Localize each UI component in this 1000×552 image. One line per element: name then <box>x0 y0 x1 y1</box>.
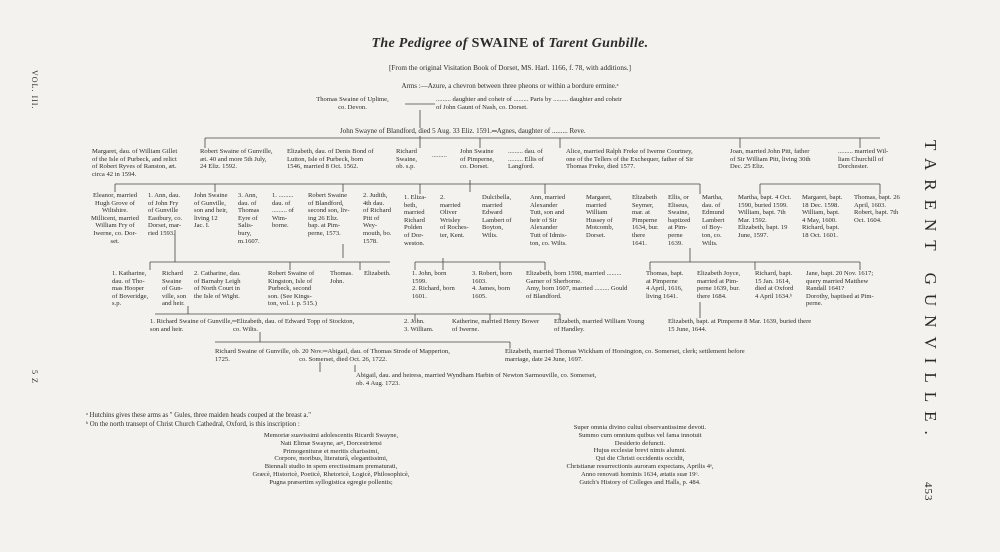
john-richard-sons: 1. John, born 1599. 2. Richard, born 1601. <box>412 270 455 300</box>
ann-eyre: 3. Ann, dau. of Thomas Eyre of Salis- bury, m.1607. <box>238 192 260 245</box>
richard-oxford: Richard, bapt. 15 Jan. 1614, died at Oxford 4 April 1634.ᵇ <box>755 270 794 300</box>
volume-label: VOL. III. <box>30 70 39 110</box>
ann-fry: 1. Ann, dau. of John Fry of Gunville Eastbury, co. Dorset, mar- ried 1593. <box>148 192 183 237</box>
richard-swaine: Richard Swaine, ob. s.p. <box>396 148 418 171</box>
ann-tutt: Ann, married Alexander Tutt, son and heir of Sir Alexander Tutt of Idmis- ton, co. Wilts. <box>530 194 567 247</box>
wrisley-marriage: 2. married Oliver Wrisley of Roches- ter, Kent. <box>440 194 469 239</box>
margaret-william-richard: Margaret, bapt. 18 Dec. 1598. William, bapt. 4 May, 1600. Richard, bapt. 18 Oct. 1601. <box>802 194 843 239</box>
side-title: TARENT GUNVILLE. <box>921 140 940 444</box>
ellis-swaine: Ellis, or Eliseus, Swaine, baptized at Pim- perne 1639. <box>668 194 691 247</box>
richard-swaine-strode: Richard Swaine of Gunville, ob. 20 Nov.═Abigail, dau. of Thomas Strode of Mapperton, 1725. co. Somerset, died Oct. 26, 1722. <box>215 348 450 363</box>
elizabeth-child: Elizabeth. <box>364 270 391 277</box>
elizabeth-bond: Elizabeth, dau. of Denis Bond of Lutton, Isle of Purbeck, born 1546, married 8 Oct. 1562. <box>287 148 374 171</box>
robert-swaine-gunville: Robert Swaine of Gunville, æt. 40 and more 5th July, 24 Eliz. 1592. <box>200 148 273 171</box>
catharine-leigh: 2. Catharine, dau. of Barnaby Leigh of North Court in the Isle of Wight. <box>194 270 241 300</box>
thomas-john: Thomas. John. <box>330 270 353 285</box>
elizabeth-seymer: Elizabeth Seymer, mar. at Pimperne 1634, bur. there 1641. <box>632 194 659 247</box>
page-number: 453 <box>922 482 934 502</box>
first-wife-wimborne: 1. ......... dau. of ......... of Wim- borne. <box>272 192 294 230</box>
robert-swaine-blandford: Robert Swaine of Blandford, second son, liv- ing 26 Eliz. bap. at Pim- perne, 1573. <box>308 192 350 237</box>
thomas-pimperne: Thomas, bapt. at Pimperne 4 April, 1616, living 1641. <box>646 270 684 300</box>
joan-pitt: Joan, married John Pitt, father of Sir William Pitt, living 30th Dec. 25 Eliz. <box>730 148 811 171</box>
john-william: 2. John. 3. William. <box>404 318 434 333</box>
john-swaine-pimperne: John Swaine of Pimperne, co. Dorset. <box>460 148 495 171</box>
robert-swaine-kingston: Robert Swaine of Kingston, Isle of Purbeck, second son. (See Kings- ton, vol. i. p. 515.) <box>268 270 317 308</box>
elizabeth-1639: Elizabeth, bapt. at Pimperne 8 Mar. 1639, buried there 15 June, 1644. <box>668 318 812 333</box>
martha-lambert: Martha, dau. of Edmund Lambert of Boy- ton, co. Wilts. <box>702 194 725 247</box>
thomas-swaine-uplime: Thomas Swaine of Uplime, co. Devon. <box>316 96 389 111</box>
elizabeth-wickham: Elizabeth, married Thomas Wickham of Horsington, co. Somerset, clerk; settlement before marriage, date 24 June, 1697. <box>505 348 745 363</box>
margaret-gillet: Margaret, dau. of William Gillet of the Isle of Purbeck, and relict of Robert Ryves of Ranston, æt. circa 42 in 1594. <box>92 148 178 178</box>
richard-wife: ......... <box>432 152 447 159</box>
dulcibella-lambert: Dulcibella, married Edward Lambert of Boyton, Wilts. <box>482 194 512 239</box>
eleanor-millicent: Eleanor, married Hugh Grove of Wiltshire. Millicent, married William Fry of Iwerne, co. Dor- set. <box>91 192 139 245</box>
inscription-right: Super omnia divino cultui observantissime devoti. Summo cum omnium quibus vel fama innotuit Desiderio defuncti. Hujus ecclesiæ brevi nimis alumni. Qui die Christi occidentis occidit, Christianæ resurrectionis auroram expectans, Aprilis 4ᵒ, Anno renovati hominis 1634, ætatis suæ 19ᵒ. Gutch's History of Colleges and Halls, p. 484. <box>566 424 714 486</box>
inscription-left: Memoriæ suavissimi adolescentis Ricardi Swayne, Nati Elimæ Swayne, arᵍ, Dorcestriensi Primogenituræ et meritis charissimi, Corpore, moribus, literaturâ, elegantissimi, Biennali studio in spem erectissimam prematurati, Græcè, Historicè, Poeticè, Rhetoricè, Logicè, Philosophicè, Pugna præsertim syllogistica egregie pollentis; <box>252 432 410 486</box>
paris-daughter: ......... daughter and coheir of ......... Paris by ......... daughter and coheir of John Gaunt of Nash, co. Dorset. <box>436 96 623 111</box>
elizabeth-young: Elizabeth, married William Young of Handley. <box>554 318 645 333</box>
jane-dorothy: Jane, bapt. 20 Nov. 1617; query married Matthew Randall 1641? Dorothy, baptised at Pim- perne. <box>806 270 874 308</box>
martha-william-elizabeth: Martha, bapt. 4 Oct. 1590, buried 1599. William, bapt. 7th Mar. 1592. Elizabeth, bapt. 19 June, 1597. <box>738 194 792 239</box>
katharine-hooper: 1. Katharine, dau. of Tho- mas Hooper of Boveridge, s.p. <box>112 270 149 308</box>
footnote-b: ᵇ On the north transept of Christ Church Cathedral, Oxford, is this inscription : <box>86 421 300 428</box>
title-pre: The Pedigree of <box>371 36 468 51</box>
margaret-hussey: Margaret, married William Hussey of Motcomb, Dorset. <box>586 194 614 239</box>
richard-swaine-heir: Richard Swaine of Gun- ville, son and heir. <box>162 270 187 308</box>
title-of: of <box>532 36 545 51</box>
ellis-daughter: ......... dau. of ......... Ellis of Langford. <box>508 148 544 171</box>
thomas-robert: Thomas, bapt. 26 April, 1603. Robert, bapt. 7th Oct. 1604. <box>854 194 900 224</box>
john-swayne-blandford: John Swayne of Blandford, died 5 Aug. 33 Eliz. 1591.═Agnes, daughter of ......... Reve. <box>340 127 586 135</box>
katherine-bower: Katherine, married Henry Bower of Iwerne. <box>452 318 540 333</box>
alice-freke: Alice, married Ralph Freke of Iwerne Courtney, one of the Tellers of the Exchequer, father of Sir Thomas Freke, died 1577. <box>566 148 694 171</box>
john-swaine-heir: John Swaine of Gunville, son and heir, living 12 Jac. I. <box>194 192 228 230</box>
elizabeth-amy: Elizabeth, born 1598, married ......... Garner of Sherborne. Amy, born 1607, married ......... Gould of Blandford. <box>526 270 628 300</box>
source-note: [From the original Visitation Book of Dorset, MS. Harl. 1166, f. 78, with additions.] <box>389 64 631 72</box>
arms-line: Arms :—Azure, a chevron between three pheons or within a bordure ermine.ᵃ <box>401 82 619 90</box>
title-name: SWAINE <box>471 36 529 51</box>
richard-swaine-topp: 1. Richard Swaine of Gunville,═Elizabeth, dau. of Edward Topp of Stockton, son and heir. co. Wilts. <box>150 318 355 333</box>
churchill-marriage: ......... married Wil- liam Churchill of Dorchester. <box>838 148 889 171</box>
abigail-harbin: Abigail, dau. and heiress, married Wyndham Harbin of Newton Sarmouville, co. Somerset, ob. 4 Aug. 1723. <box>356 372 597 387</box>
title-place: Tarent Gunbille. <box>548 36 649 51</box>
elizabeth-polden: 1. Eliza- beth, married Richard Polden of Dor- weston. <box>404 194 427 247</box>
elizabeth-joyce: Elizabeth Joyce, married at Pim- perne 1639, bur. there 1684. <box>697 270 741 300</box>
signature-mark: 5 Z <box>30 370 39 384</box>
footnote-a: ᵃ Hutchins gives these arms as " Gules, three maiden heads couped at the breast a." <box>86 412 312 419</box>
robert-james-sons: 3. Robert, born 1603. 4. James, born 1605. <box>472 270 512 300</box>
judith-pitt: 2. Judith, 4th dau. of Richard Pitt of Wey- mouth, bo. 1578. <box>363 192 392 245</box>
